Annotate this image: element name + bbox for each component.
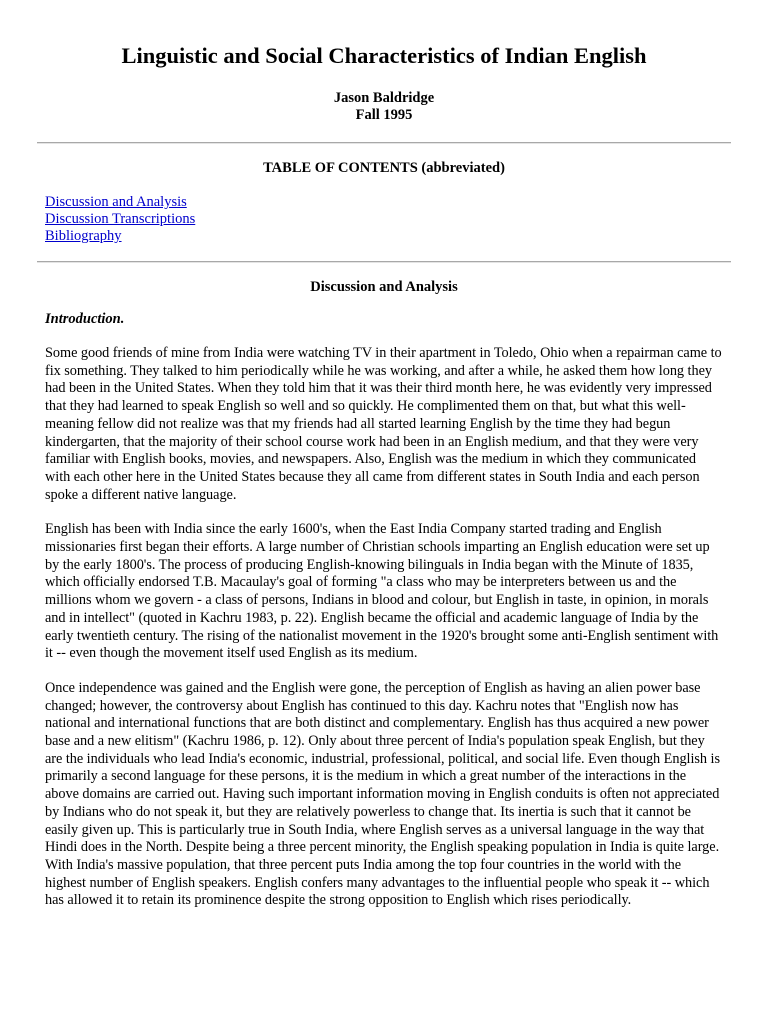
body-paragraph: Some good friends of mine from India were watching TV in their apartment in Toledo, Ohio when a repairman came to fix something. They talked to him periodically while he was working, and after a while, he asked them how long they had been in the United States. When they told him that it was their third month here, he was evidently very impressed that they had learned to speak English so well and so quickly. He complimented them on that, but what this well-meaning fellow did not realize was that my friends had all started learning English by the time they had begun kindergarten, that the majority of their school course work had been in an English medium, and that they were very familiar with English books, movies, and newspapers. Also, English was the medium in which they communicated with each other here in the United States because they all came from different states in South India and each person spoke a different native language. [45,345,722,503]
horizontal-rule-top [37,142,731,144]
toc-link-discussion-transcriptions[interactable]: Discussion Transcriptions [45,211,196,227]
body-paragraph: English has been with India since the early 1600's, when the East India Company started trading and English missionaries first began their efforts. A large number of Christian schools imparting an English education were set up by the early 1800's. The process of producing English-knowing bilinguals in India began with the Minute of 1835, which officially endorsed T.B. Macaulay's goal of forming "a class who may be interpreters between us and the millions whom we govern - a class of persons, Indians in blood and colour, but English in taste, in opinion, in morals and in intellect" (quoted in Kachru 1983, p. 22). English became the official and academic language of India by the early twentieth century. The rising of the nationalist movement in the 1920's brought some anti-English sentiment with it -- even though the movement itself used English as its medium. [45,521,719,662]
body-paragraph: Once independence was gained and the English were gone, the perception of English as having an alien power base changed; however, the controversy about English has continued to this day. Kachru notes that "English now has national and international functions that are both distinct and complementary. English has thus acquired a new power base and a new elitism" (Kachru 1986, p. 12). Only about three percent of India's population speak English, but they are the individuals who lead India's economic, industrial, professional, political, and social life. Even though English is primarily a second language for these persons, it is the medium in which a great number of the interactions in the above domains are carried out. Having such important information moving in English conduits is often not appreciated by Indians who do not speak it, but they are relatively powerless to change that. Its inertia is such that it cannot be easily given up. This is particularly true in South India, where English serves as a universal language in the way that Hindi does in the North. Despite being a three percent minority, the English speaking population in India is quite large. With India's massive population, that three percent puts India among the top four countries in the world with the highest number of English speakers. English confers many advantages to the influential people who speak it -- which has allowed it to retain its prominence despite the strong opposition to English which rises periodically. [45,679,720,909]
toc-link-bibliography[interactable]: Bibliography [45,228,122,244]
document-title: Linguistic and Social Characteristics of Indian English [121,43,647,68]
author-name: Jason Baldridge [333,90,435,106]
toc-link-discussion-analysis[interactable]: Discussion and Analysis [45,194,187,210]
horizontal-rule-middle [37,261,731,263]
table-of-contents [45,194,723,245]
toc-heading: TABLE OF CONTENTS (abbreviated) [263,160,505,176]
document-date: Fall 1995 [355,107,413,123]
introduction-subheading: Introduction. [45,311,125,327]
section-heading: Discussion and Analysis [310,279,458,295]
byline [45,90,723,124]
